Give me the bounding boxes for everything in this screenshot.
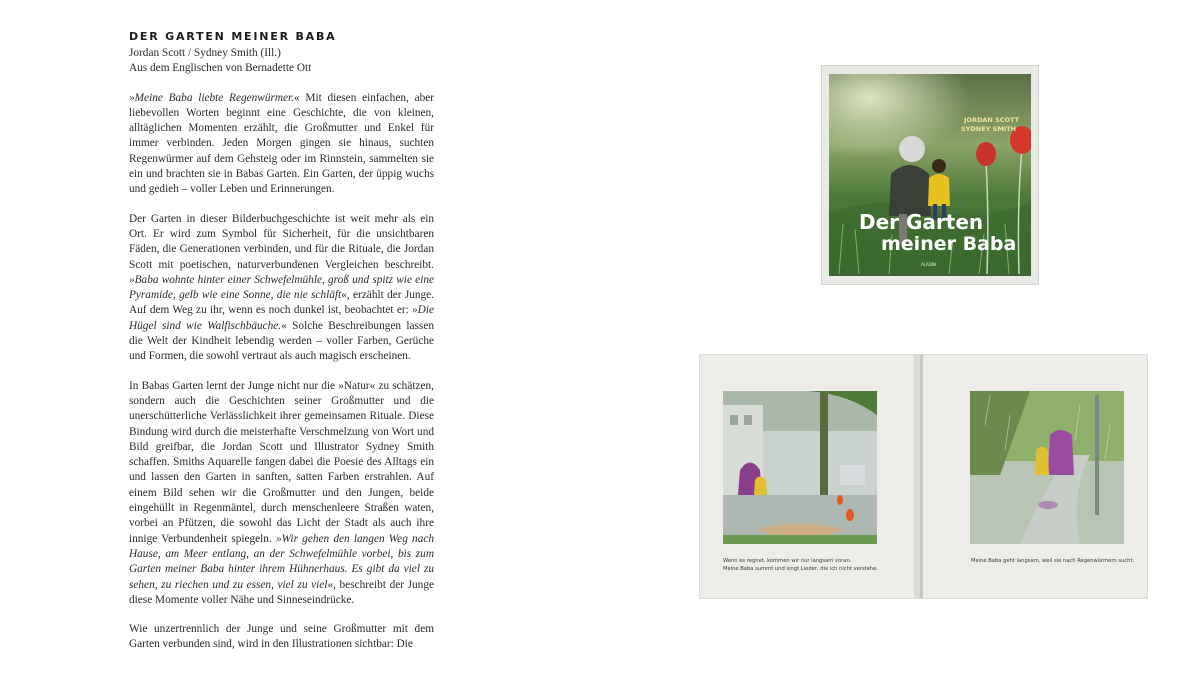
- cover-author-2: SYDNEY SMITH: [961, 125, 1017, 133]
- right-illustration: [970, 391, 1124, 544]
- paragraph-3: [129, 379, 434, 608]
- text-run: « Solche Beschreibungen lassen die Welt der Kindheit lebendig werden – voller Farben, Gerüche und Formen, die sowohl vertraut als auch magisch erscheinen.: [129, 319, 434, 363]
- book-cover: [822, 66, 1038, 284]
- article-authors: Jordan Scott / Sydney Smith (Ill.): [129, 47, 281, 59]
- quote-run: »Die Hügel sind wie Walfischbäuche.: [129, 304, 434, 332]
- cover-title-line-1: Der Garten: [859, 210, 984, 234]
- left-illustration: [723, 391, 877, 544]
- text-run: Wie unzertrennlich der Junge und seine Großmutter mit dem Garten verbunden sind, wird in den Illustrationen sichtbar: Die: [129, 623, 434, 651]
- caption-left-1: Wenn es regnet, kommen wir nur langsam voran.: [723, 558, 852, 564]
- caption-right: Meine Baba geht langsam, weil sie nach Regenwürmern sucht.: [971, 558, 1135, 564]
- text-run: «, erzählt der Junge. Auf dem Weg zu ihr, wenn es noch dunkel ist, beobachtet er:: [129, 289, 435, 317]
- cover-illustration: [829, 74, 1031, 276]
- caption-left-2: Meine Baba summt und singt Lieder, die ich nicht verstehe.: [723, 566, 879, 572]
- text-run: In Babas Garten lernt der Junge nicht nur die »Natur« zu schätzen, sondern auch die Geschichten seiner Großmutter und die unerschütterliche Verlässlichkeit ihrer gemeinsamen Rituale. Diese Bindung wird durch die meisterhafte Verschmelzung von Wort und Bild greifbar, die Jordan Scott und Illustrator Sydney Smith schaffen. Smiths Aquarelle fangen dabei die Poesie des Alltags ein und lassen den Garten in sanften, satten Farben erstrahlen. Auf einem Bild sehen wir die Großmutter und den Jungen, beide eingehüllt in Regenmäntel, durch menschenleere Straßen waten, vorbei an Pfützen, die sowohl das Licht der Stadt als auch ihre innige Verbundenheit spiegeln.: [129, 379, 434, 545]
- cover-title-line-2: meiner Baba: [881, 233, 1017, 255]
- cover-publisher: ALADIN: [921, 262, 937, 267]
- article-translator: Aus dem Englischen von Bernadette Ott: [129, 62, 312, 75]
- quote-run: »Wir gehen den langen Weg nach Hause, am Meer entlang, an der Schwefelmühle vorbei, bis zum Garten meiner Baba hinter ihrem Hühnerhaus. Es gibt da viel zu sehen, zu riechen und zu essen, viel zu viel: [129, 532, 435, 591]
- cover-author-1: JORDAN SCOTT: [964, 116, 1020, 124]
- text-run: Der Garten in dieser Bilderbuchgeschichte ist weit mehr als ein Ort. Er wird zum Symbol für Sicherheit, für die unsichtbaren Fäden, die Generationen verbinden, und für die Rituale, die Jordan Scott mit poetischen, naturverbundenen Vergleichen beschreibt.: [129, 212, 434, 271]
- article-column: [129, 30, 434, 653]
- book-spread: [700, 355, 1147, 598]
- quote-run: »Meine Baba liebte Regenwürmer.: [129, 91, 295, 104]
- paragraph-2: [129, 212, 434, 365]
- paragraph-1: [129, 91, 434, 198]
- text-run: « Mit diesen einfachen, aber liebevollen Worten beginnt eine Geschichte, die von kleinen, alltäglichen Momenten erzählt, die Großmutter und Enkel für immer verbinden. Jeden Morgen gingen sie hinaus, suchten Regenwürmer auf dem Gehsteig oder im Rinnstein, sammelten sie ein und brachten sie in Babas Garten. Ein Garten, der üppig wuchs und gedieh – voller Leben und Erinnerungen.: [129, 91, 435, 196]
- quote-run: »Baba wohnte hinter einer Schwefelmühle, groß und spitz wie eine Pyramide, gelb wie eine Sonne, die nie schläft: [129, 273, 434, 302]
- paragraph-4: [129, 622, 434, 653]
- text-run: «, beschreibt der Junge diese Momente voller Nähe und Sinneseindrücke.: [129, 578, 434, 606]
- article-title: DER GARTEN MEINER BABA: [129, 30, 337, 43]
